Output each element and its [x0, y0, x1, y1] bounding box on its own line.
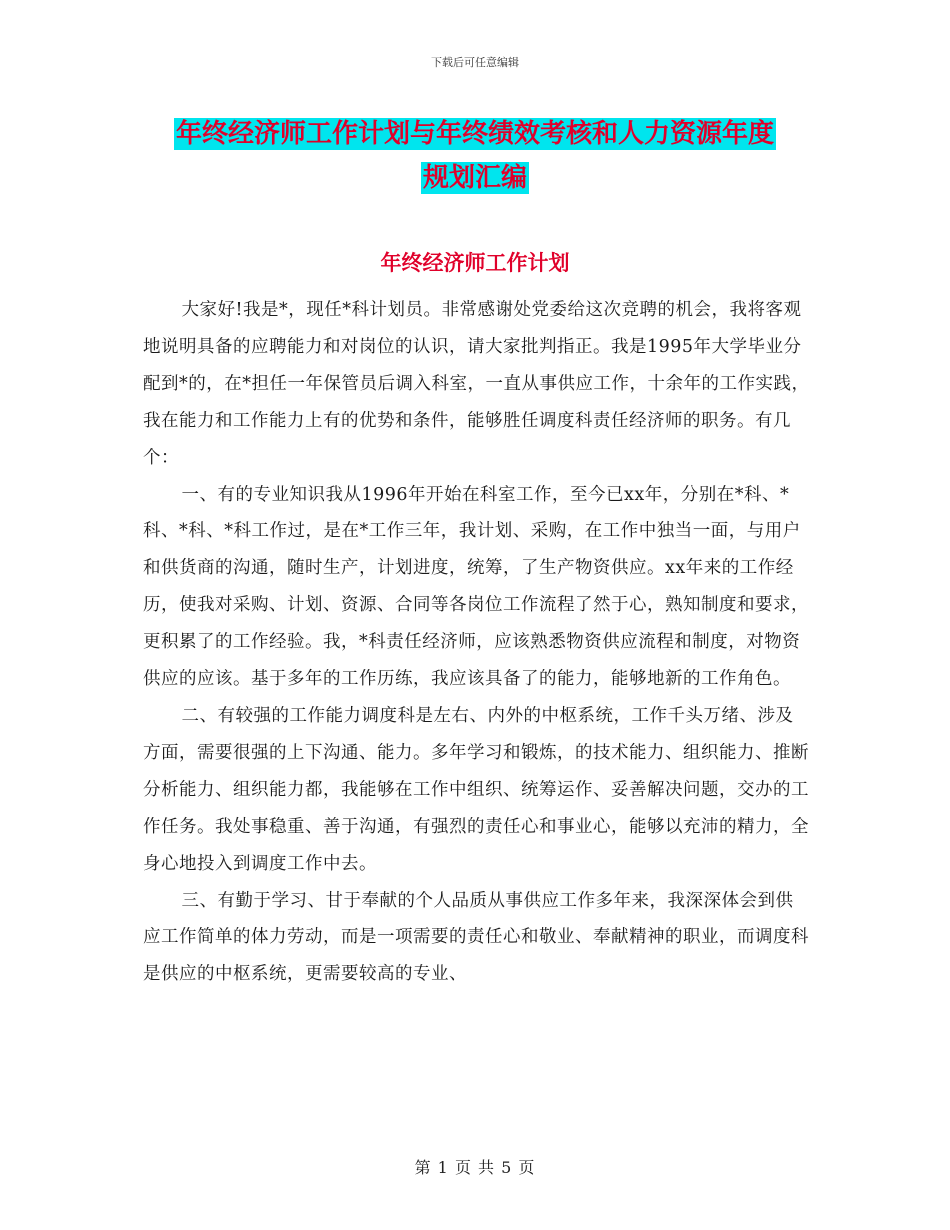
- paragraph-point-1: 一、有的专业知识我从1996年开始在科室工作，至今已xx年，分别在*科、*科、*科、*科工作过，是在*工作三年，我计划、采购，在工作中独当一面，与用户和供货商的沟通，随时生产，计划进度，统筹，了生产物资供应。xx年来的工作经历，使我对采购、计划、资源、合同等各岗位工作流程了然于心，熟知制度和要求，更积累了的工作经验。我，*科责任经济师，应该熟悉物资供应流程和制度，对物资供应的应该。基于多年的工作历练，我应该具备了的能力，能够地新的工作角色。: [143, 484, 809, 690]
- section-title: 年终经济师工作计划: [380, 251, 570, 275]
- document-body: [143, 292, 811, 993]
- paragraph-intro: 大家好!我是*，现任*科计划员。非常感谢处党委给这次竞聘的机会，我将客观地说明具备的应聘能力和对岗位的认识，请大家批判指正。我是1995年大学毕业分配到*的，在*担任一年保管员后调入科室，一直从事供应工作，十余年的工作实践，我在能力和工作能力上有的优势和条件，能够胜任调度科责任经济师的职务。有几个：: [143, 300, 810, 468]
- document-title-line-2: 规划汇编: [422, 163, 527, 193]
- page-number-footer: 第 1 页 共 5 页: [414, 1158, 536, 1177]
- document-title-line-1: 年终经济师工作计划与年终绩效考核和人力资源年度: [175, 119, 774, 149]
- paragraph-point-3: 三、有勤于学习、甘于奉献的个人品质从事供应工作多年来，我深深体会到供应工作简单的体力劳动，而是一项需要的责任心和敬业、奉献精神的职业，而调度科是供应的中枢系统，更需要较高的专业、: [143, 890, 809, 985]
- paragraph-point-2: 二、有较强的工作能力调度科是左右、内外的中枢系统，工作千头万绪、涉及方面，需要很强的上下沟通、能力。多年学习和锻炼，的技术能力、组织能力、推断分析能力、组织能力都，我能够在工作中组织、统筹运作、妥善解决问题，交办的工作任务。我处事稳重、善于沟通，有强烈的责任心和事业心，能够以充沛的精力，全身心地投入到调度工作中去。: [143, 705, 809, 874]
- document-title: [140, 112, 810, 200]
- page-header-note: 下载后可任意编辑: [431, 56, 519, 69]
